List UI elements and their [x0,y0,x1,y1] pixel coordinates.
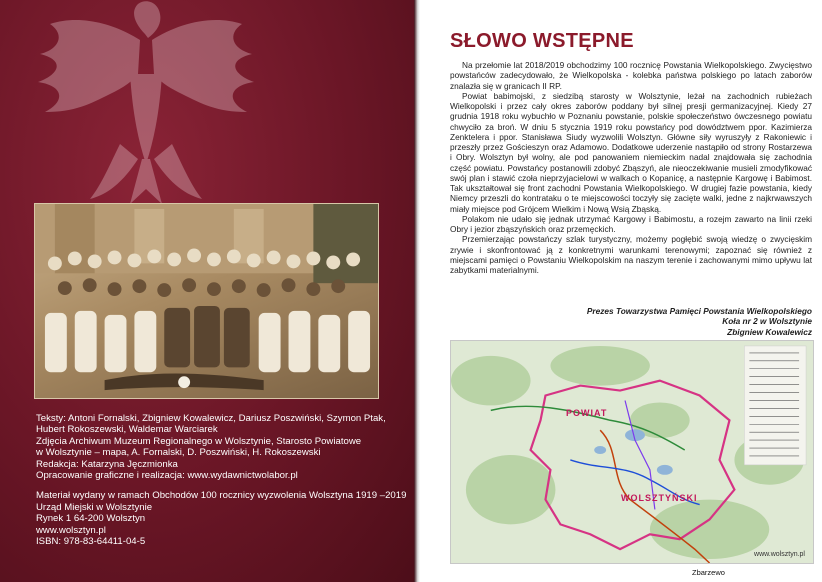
paragraph: Powiat babimojski, z siedzibą starosty w Wolsztynie, leżał na zachodnich rubieżach Wielkopolski i przez cały okres zaborów poddany był silnej presji germanizacyjnej. Kiedy 27 grudnia 1918 roku wybuchło w Poznaniu powstanie, polskie społeczeństwo ówczesnego powiatu chwyciło za broń. W dniu 5 stycznia 1919 roku powstańcy pod dowództwem ppor. Kazimierza Zenktelera i ppor. Stanisława Siudy wyzwolili Wolsztyn. Główne siły wyruszyły z Rakoniewic i przeszły przez Gościeszyn oraz Adamowo. Dodatkowe uderzenie nastąpiło od strony Rostarzewa i Obry. Wolsztyn był wolny, ale pod panowaniem niemieckim nadal znajdowała się zachodnia część powiatu. Powstańcy postanowili zdobyć Zbąszyń, ale nieoczekiwanie musieli zmodyfikować swój plan i stawić czoła nieprzyjacielowi w walkach o Kopanicę, a następnie Kargowę i Babimost. Tak ukształtował się front zachodni Powstania Wielkopolskiego. W drugiej fazie powstania, kiedy Niemcy przeszli do kontrataku o te miejscowości toczyły się zacięte walki, jedne z najkrwawszych miały miejsce pod Grójcem Wielkim i Nową Wsią Zbąską. [450,90,812,214]
signature-line: Koła nr 2 w Wolsztynie [722,316,812,327]
credits-line: Hubert Rokoszewski, Waldemar Warciarek [36,424,218,436]
credits-line: Redakcja: Katarzyna Jęczmionka [36,458,178,470]
publisher-line: ISBN: 978-83-64411-04-5 [36,536,146,548]
map-label-powiat: POWIAT [566,408,608,418]
publisher-line: Urząd Miejski w Wolsztynie [36,501,153,513]
county-route-map [450,340,814,564]
signature-block [450,306,812,337]
publisher-line: Materiał wydany w ramach Obchodów 100 rocznicy wyzwolenia Wolsztyna 1919 –2019 [36,490,407,502]
signature-line: Zbigniew Kowalewicz [727,326,812,337]
signature-line: Prezes Towarzystwa Pamięci Powstania Wielkopolskiego [586,306,812,316]
map-label-wolsztynski: WOLSZTYŃSKI [621,493,698,503]
credits-line: Teksty: Antoni Fornalski, Zbigniew Kowalewicz, Dariusz Poszwiński, Szymon Ptak, [36,413,386,424]
right-page [420,0,822,582]
historical-group-photo [34,203,379,399]
paragraph: Na przełomie lat 2018/2019 obchodzimy 100 rocznicę Powstania Wielkopolskiego. Zwycięstwo powstańców zadecydowało, że Wielkopolska - kolebka państwa polskiego po latach zaborów znalazła się w granicach II RP. [450,60,812,91]
white-eagle-emblem-icon [20,0,270,204]
map-url: www.wolsztyn.pl [754,551,805,558]
page-title: SŁOWO WSTĘPNE [450,30,634,52]
paragraph: Przemierzając powstańczy szlak turystyczny, możemy pogłębić swoją wiedzę o zwycięskim zrywie i skonfrontować ją z konkretnymi warunkami terenowymi; zapoznać się również z miejscami pamięci o Powstaniu Wielkopolskim na naszym terenie i zachowanymi mimo upływu lat zabytkami materialnymi. [450,234,812,275]
credits-line: Opracowanie graficzne i realizacja: www.wydawnictwolabor.pl [36,470,298,482]
paragraph: Polakom nie udało się jednak utrzymać Kargowy i Babimostu, a rozejm zawarto na linii rzeki Obry i jezior zbąszyńskich oraz przemęckich. [450,213,812,234]
publisher-line: Rynek 1 64-200 Wolsztyn [36,513,146,525]
credits-block [36,413,406,547]
map-label-zbarzewo: Zbarzewo [692,568,725,577]
publisher-line: www.wolsztyn.pl [36,524,106,536]
foreword-text [450,60,812,275]
credits-line: w Wolsztynie – mapa, A. Fornalski, D. Poszwiński, H. Rokoszewski [36,447,321,459]
credits-line: Zdjęcia Archiwum Muzeum Regionalnego w Wolsztynie, Starosto Powiatowe [36,435,362,447]
